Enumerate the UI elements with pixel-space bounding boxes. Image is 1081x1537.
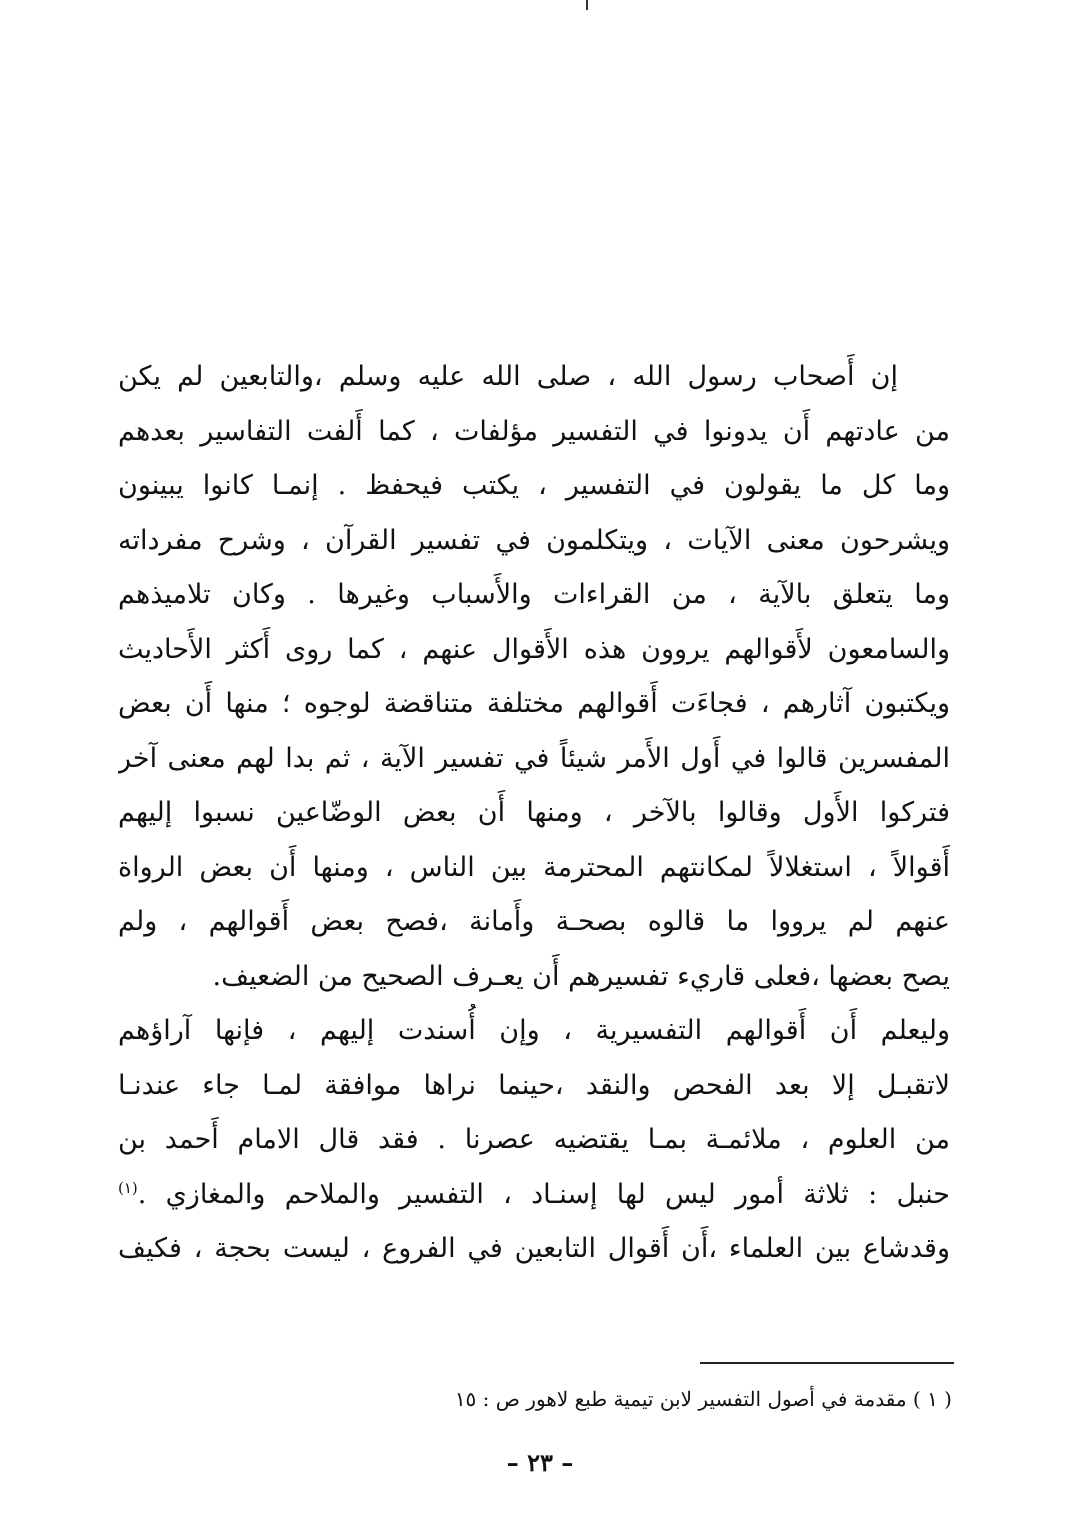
text-line: من عادتهم أَن يدونوا في التفسير مؤلفات ، كما أَلفت التفاسير بعدهم bbox=[118, 415, 950, 447]
text-line: يصح بعضها ،فعلى قاريء تفسيرهم أَن يعـرف الصحيح من الضعيف. bbox=[212, 960, 950, 992]
text-line: وليعلم أَن أَقوالهم التفسيرية ، وإن أُسندت إليهم ، فإنها آراؤهم bbox=[118, 1015, 950, 1046]
page-number: – ٢٣ – bbox=[506, 1448, 574, 1477]
text-line-with-footnote bbox=[118, 1168, 950, 1223]
text-line: ويكتبون آثارهم ، فجاءَت أَقوالهم مختلفة متناقضة لوجوه ؛ منها أَن بعض bbox=[118, 688, 950, 719]
text-line: وقدشاع بين العلماء ،أَن أَقوال التابعين في الفروع ، ليست بحجة ، فكيف bbox=[118, 1233, 950, 1264]
text-line-content: حنبل : ثلاثة أمور ليس لها إسنـاد ، التفسير والملاحم والمغازي . bbox=[137, 1178, 950, 1210]
text-line: وما يتعلق بالآية ، من القراءات والأَسباب وغيرها . وكان تلاميذهم bbox=[118, 579, 950, 610]
footnote-reference: (١) bbox=[118, 1178, 138, 1197]
footnote: ( ١ ) مقدمة في أصول التفسير لابن تيمية طبع لاهور ص : ١٥ bbox=[454, 1387, 952, 1411]
text-line: أَقوالاً ، استغلالاً لمكانتهم المحترمة بين الناس ، ومنها أَن بعض الرواة bbox=[118, 851, 950, 883]
scan-mark bbox=[586, 0, 588, 10]
text-line: إن أَصحاب رسول الله ، صلى الله عليه وسلم ،والتابعين لم يكن bbox=[118, 361, 898, 392]
body-text bbox=[118, 350, 950, 1277]
text-line: المفسرين قالوا في أَول الأَمر شيئاً في تفسير الآية ، ثم بدا لهم معنى آخر bbox=[118, 742, 950, 774]
text-line: من العلوم ، ملائمـة بمـا يقتضيه عصرنا . فقد قال الامام أَحمد بن bbox=[118, 1124, 950, 1155]
text-line: والسامعون لأَقوالهم يروون هذه الأَقوال عنهم ، كما روى أَكثر الأَحاديث bbox=[118, 633, 950, 665]
text-line: لاتقبـل إلا بعد الفحص والنقد ،حينما نراها موافقة لمـا جاء عندنـا bbox=[118, 1069, 950, 1101]
footnote-separator bbox=[700, 1362, 954, 1364]
text-line: ويشرحون معنى الآيات ، ويتكلمون في تفسير القرآن ، وشرح مفرداته bbox=[118, 524, 950, 556]
text-line: عنهم لم يرووا ما قالوه بصحـة وأَمانة ،فصح بعض أَقوالهم ، ولم bbox=[118, 906, 950, 937]
text-line: وما كل ما يقولون في التفسير ، يكتب فيحفظ . إنمـا كانوا يبينون bbox=[118, 470, 950, 501]
text-line: فتركوا الأَول وقالوا بالآخر ، ومنها أَن بعض الوضّاعين نسبوا إليهم bbox=[118, 797, 950, 828]
